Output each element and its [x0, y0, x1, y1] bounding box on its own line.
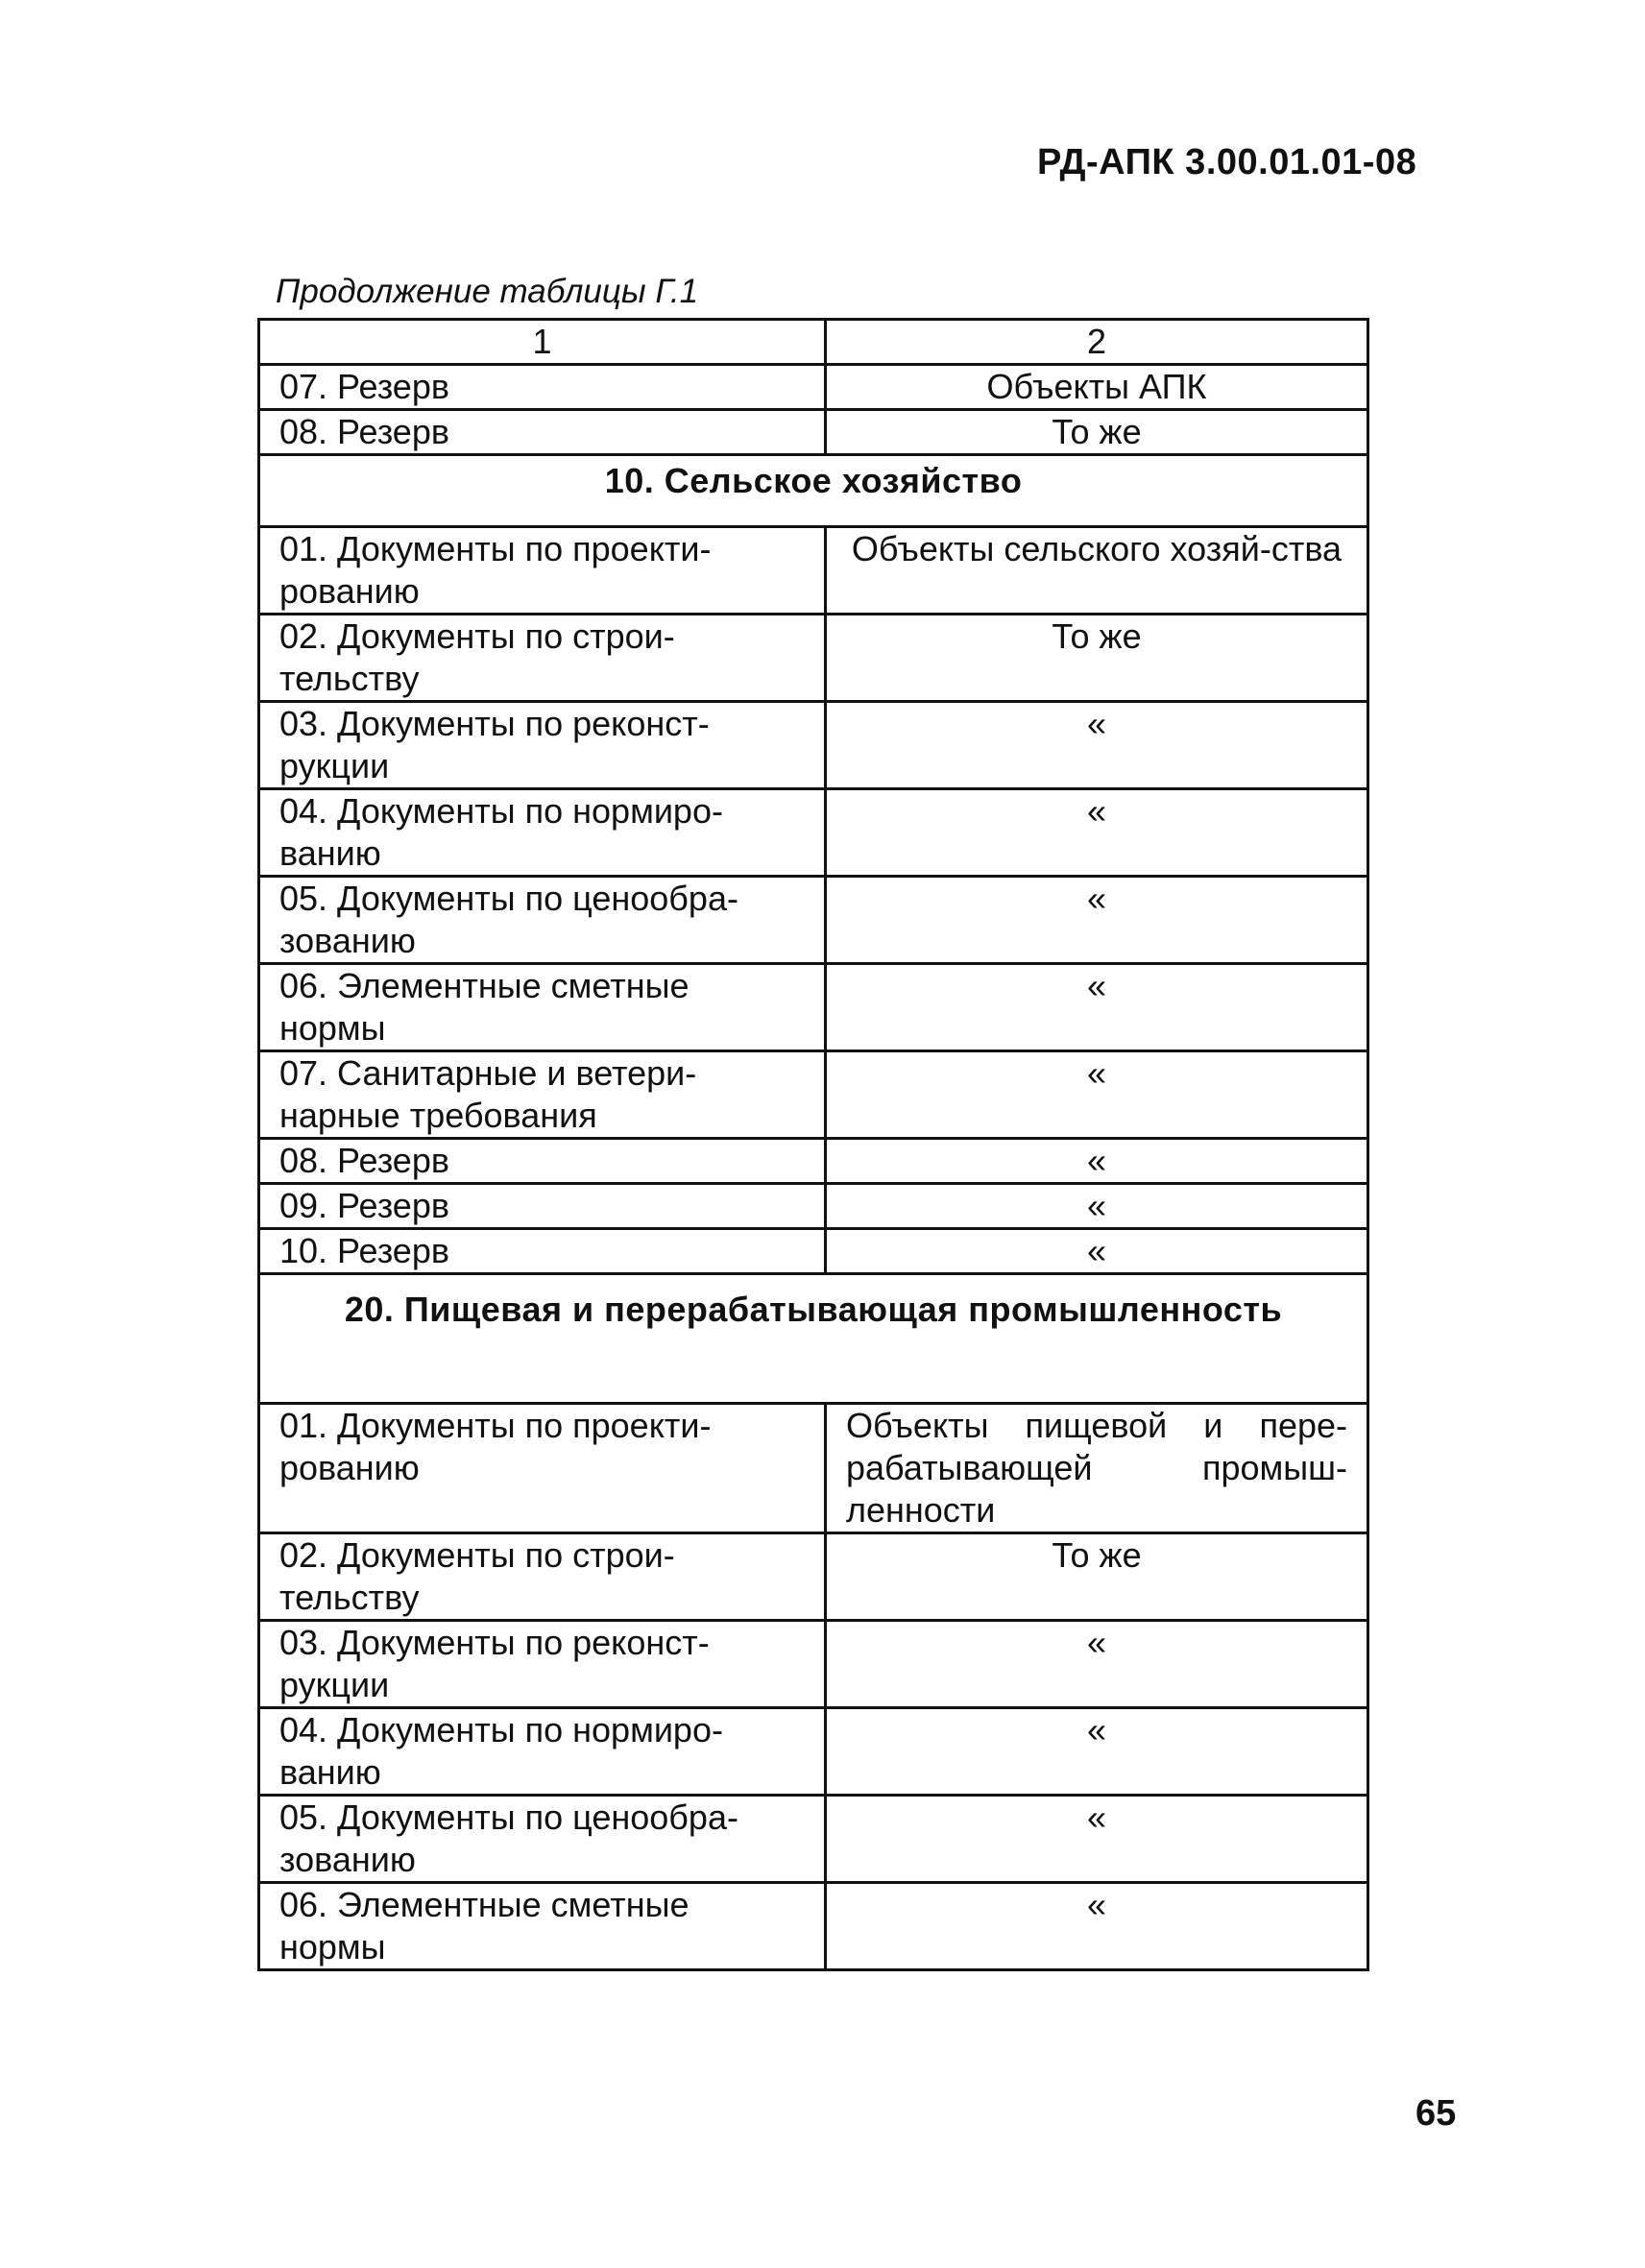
table-row	[259, 1139, 1368, 1184]
table-row	[259, 1533, 1368, 1621]
row-object-cell: Объекты пищевой и пере-рабатывающей промыш-ленности	[826, 1404, 1368, 1533]
table-caption: Продолжение таблицы Г.1	[276, 273, 699, 310]
column-header-1: 1	[259, 320, 826, 365]
section-title: 10. Сельское хозяйство	[259, 455, 1368, 527]
row-object-cell: То же	[826, 410, 1368, 455]
row-object-cell: Объекты АПК	[826, 365, 1368, 410]
row-object-cell: «	[826, 1883, 1368, 1970]
row-object-cell: «	[826, 702, 1368, 789]
section-row	[259, 455, 1368, 527]
table-row	[259, 789, 1368, 877]
row-code-cell: 07. Санитарные и ветери-нарные требования	[259, 1051, 826, 1139]
row-object-cell: «	[826, 964, 1368, 1051]
row-code-cell: 04. Документы по нормиро-ванию	[259, 1708, 826, 1796]
row-code-cell: 10. Резерв	[259, 1229, 826, 1274]
table-row	[259, 1796, 1368, 1883]
row-code-cell: 04. Документы по нормиро-ванию	[259, 789, 826, 877]
row-code-cell: 09. Резерв	[259, 1184, 826, 1229]
row-object-cell: «	[826, 1184, 1368, 1229]
row-code-cell: 01. Документы по проекти-рованию	[259, 527, 826, 615]
row-code-cell: 02. Документы по строи-тельству	[259, 1533, 826, 1621]
row-code-cell: 06. Элементные сметные нормы	[259, 1883, 826, 1970]
row-code-cell: 03. Документы по реконст-рукции	[259, 1621, 826, 1708]
table-row	[259, 1621, 1368, 1708]
table-header-row	[259, 320, 1368, 365]
table-row	[259, 1051, 1368, 1139]
row-code-cell: 08. Резерв	[259, 1139, 826, 1184]
table-row	[259, 1708, 1368, 1796]
table-row	[259, 964, 1368, 1051]
row-object-cell: «	[826, 1139, 1368, 1184]
row-object-cell: «	[826, 1051, 1368, 1139]
row-object-cell: «	[826, 877, 1368, 964]
row-code-cell: 08. Резерв	[259, 410, 826, 455]
row-object-cell: «	[826, 1796, 1368, 1883]
row-code-cell: 05. Документы по ценообра-зованию	[259, 1796, 826, 1883]
row-code-cell: 02. Документы по строи-тельству	[259, 615, 826, 702]
classification-table	[257, 318, 1369, 1971]
row-object-cell: То же	[826, 615, 1368, 702]
document-code: РД-АПК 3.00.01.01-08	[1037, 142, 1417, 182]
table-row	[259, 1229, 1368, 1274]
row-object-cell: То же	[826, 1533, 1368, 1621]
column-header-2: 2	[826, 320, 1368, 365]
table-row	[259, 877, 1368, 964]
row-code-cell: 03. Документы по реконст-рукции	[259, 702, 826, 789]
section-title: 20. Пищевая и перерабатывающая промышленность	[259, 1274, 1368, 1404]
table-row	[259, 615, 1368, 702]
row-object-cell: «	[826, 1708, 1368, 1796]
row-object-cell: Объекты сельского хозяй-ства	[826, 527, 1368, 615]
row-code-cell: 01. Документы по проекти-рованию	[259, 1404, 826, 1533]
table-row	[259, 1404, 1368, 1533]
table-row	[259, 1883, 1368, 1970]
row-code-cell: 05. Документы по ценообра-зованию	[259, 877, 826, 964]
table-row	[259, 410, 1368, 455]
row-code-cell: 07. Резерв	[259, 365, 826, 410]
table-row	[259, 1184, 1368, 1229]
page-number: 65	[1415, 2093, 1457, 2134]
row-object-cell: «	[826, 1621, 1368, 1708]
table-row	[259, 702, 1368, 789]
row-code-cell: 06. Элементные сметные нормы	[259, 964, 826, 1051]
table-row	[259, 365, 1368, 410]
section-row	[259, 1274, 1368, 1404]
row-object-cell: «	[826, 1229, 1368, 1274]
table-row	[259, 527, 1368, 615]
row-object-cell: «	[826, 789, 1368, 877]
